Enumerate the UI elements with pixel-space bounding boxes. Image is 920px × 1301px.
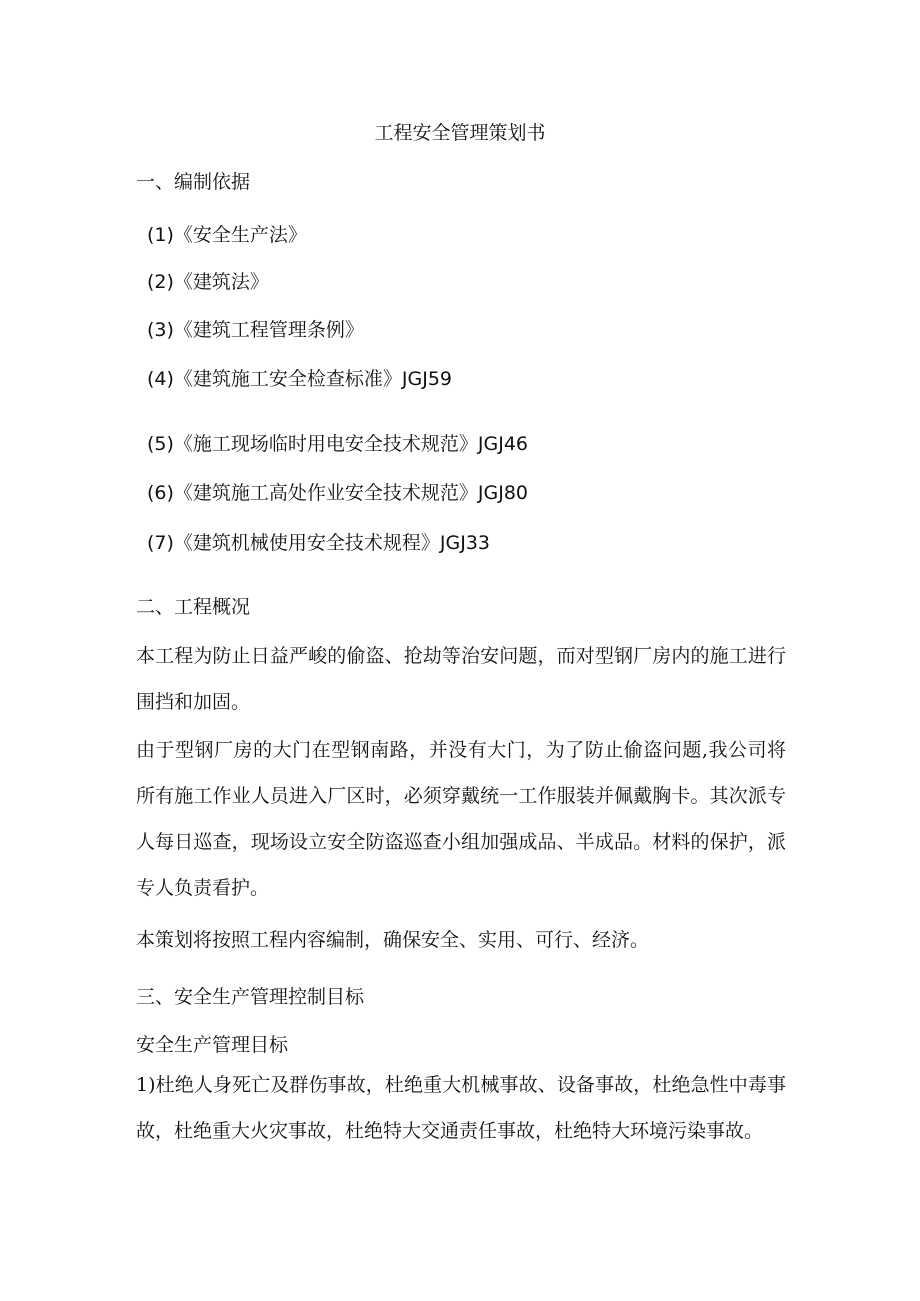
basis-item-4: (4)《建筑施工安全检查标准》JGJ59 — [147, 368, 453, 390]
section-heading-targets: 三、安全生产管理控制目标 — [136, 986, 365, 1008]
overview-paragraph-2: 由于型钢厂房的大门在型钢南路，并没有大门，为了防止偷盗问题,我公司将所有施工作业人员进入厂区时，必须穿戴统一工作服装并佩戴胸卡。其次派专人每日巡查，现场设立安全防盗巡查小组加强成品、半成品。材料的保护，派专人负责看护。 — [136, 739, 786, 899]
section-heading-basis: 一、编制依据 — [136, 171, 251, 193]
targets-paragraph-1: 1)杜绝人身死亡及群伤事故，杜绝重大机械事故、设备事故，杜绝急性中毒事故，杜绝重大火灾事故，杜绝特大交通责任事故，杜绝特大环境污染事故。 — [136, 1074, 786, 1142]
basis-item-5: (5)《施工现场临时用电安全技术规范》JGJ46 — [147, 433, 529, 455]
overview-paragraph-1: 本工程为防止日益严峻的偷盗、抢劫等治安问题，而对型钢厂房内的施工进行围挡和加固。 — [136, 645, 786, 713]
basis-item-1: (1)《安全生产法》 — [147, 224, 307, 246]
basis-item-6: (6)《建筑施工高处作业安全技术规范》JGJ80 — [147, 482, 529, 504]
basis-item-2: (2)《建筑法》 — [147, 271, 269, 293]
basis-item-7: (7)《建筑机械使用安全技术规程》JGJ33 — [147, 532, 491, 554]
section-heading-overview: 二、工程概况 — [136, 596, 251, 618]
subheading-safety-targets: 安全生产管理目标 — [136, 1034, 289, 1056]
basis-item-3: (3)《建筑工程管理条例》 — [147, 319, 364, 341]
document-title: 工程安全管理策划书 — [374, 122, 546, 144]
overview-paragraph-3: 本策划将按照工程内容编制，确保安全、实用、可行、经济。 — [136, 929, 650, 951]
